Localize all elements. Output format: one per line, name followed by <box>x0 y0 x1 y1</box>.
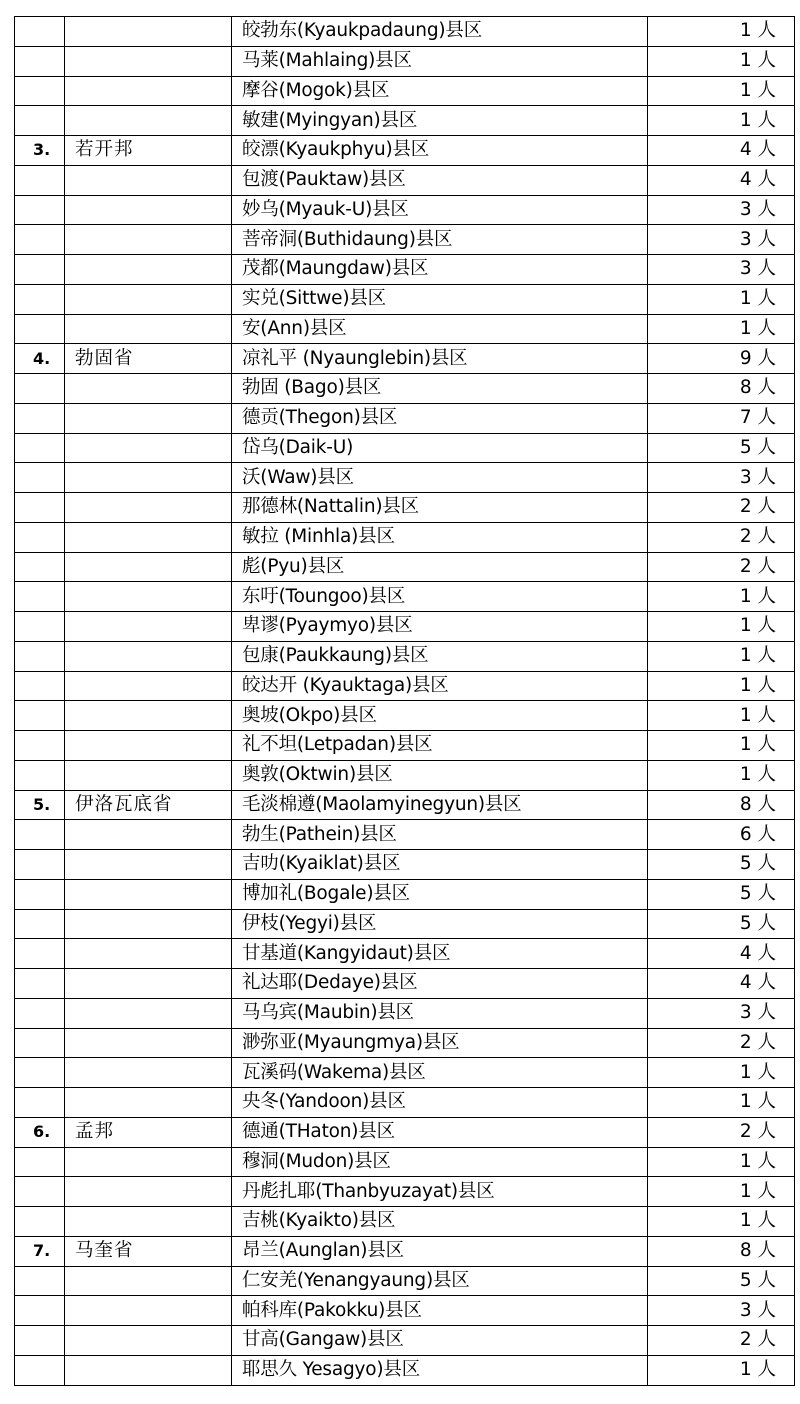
district-cell: 皎漂(Kyaukphyu)县区 <box>232 136 648 166</box>
region-cell <box>65 46 232 76</box>
district-cell: 奥坡(Okpo)县区 <box>232 701 648 731</box>
table-row <box>15 790 795 820</box>
region-cell <box>65 314 232 344</box>
district-cell: 昂兰(Aunglan)县区 <box>232 1236 648 1266</box>
row-number-cell <box>15 1266 65 1296</box>
district-cell: 沃(Waw)县区 <box>232 463 648 493</box>
district-cell: 毛淡棉遵(Maolamyinegyun)县区 <box>232 790 648 820</box>
row-number-cell <box>15 1355 65 1385</box>
region-cell <box>65 1266 232 1296</box>
row-number-cell <box>15 612 65 642</box>
person-count-cell: 2 人 <box>648 1326 795 1356</box>
table-body <box>15 17 795 1386</box>
row-number-cell <box>15 641 65 671</box>
district-cell: 安(Ann)县区 <box>232 314 648 344</box>
district-cell: 马乌宾(Maubin)县区 <box>232 998 648 1028</box>
row-number-cell <box>15 1088 65 1118</box>
region-cell <box>65 493 232 523</box>
row-number-cell <box>15 879 65 909</box>
district-cell: 勃固 (Bago)县区 <box>232 374 648 404</box>
person-count-cell: 5 人 <box>648 909 795 939</box>
region-cell <box>65 641 232 671</box>
table-row <box>15 1326 795 1356</box>
person-count-cell: 4 人 <box>648 165 795 195</box>
person-count-cell: 4 人 <box>648 969 795 999</box>
district-cell: 彪(Pyu)县区 <box>232 552 648 582</box>
table-row <box>15 1058 795 1088</box>
person-count-cell: 4 人 <box>648 939 795 969</box>
district-cell: 实兑(Sittwe)县区 <box>232 284 648 314</box>
table-row <box>15 255 795 285</box>
person-count-cell: 6 人 <box>648 820 795 850</box>
region-cell: 孟邦 <box>65 1117 232 1147</box>
region-cell <box>65 1177 232 1207</box>
district-cell: 丹彪扎耶(Thanbyuzayat)县区 <box>232 1177 648 1207</box>
region-cell <box>65 1355 232 1385</box>
row-number-cell <box>15 195 65 225</box>
row-number-cell <box>15 939 65 969</box>
row-number-cell <box>15 106 65 136</box>
table-row <box>15 552 795 582</box>
district-cell: 瓦溪码(Wakema)县区 <box>232 1058 648 1088</box>
table-row <box>15 1028 795 1058</box>
region-cell <box>65 1088 232 1118</box>
row-number-cell <box>15 1296 65 1326</box>
table-row <box>15 284 795 314</box>
person-count-cell: 3 人 <box>648 463 795 493</box>
region-cell <box>65 374 232 404</box>
region-cell <box>65 1207 232 1237</box>
row-number-cell <box>15 433 65 463</box>
table-row <box>15 344 795 374</box>
table-row <box>15 671 795 701</box>
district-cell: 敏建(Myingyan)县区 <box>232 106 648 136</box>
region-cell <box>65 552 232 582</box>
district-cell: 岱乌(Daik-U) <box>232 433 648 463</box>
region-cell <box>65 1296 232 1326</box>
person-count-cell: 8 人 <box>648 1236 795 1266</box>
row-number-cell <box>15 284 65 314</box>
region-cell <box>65 582 232 612</box>
table-row <box>15 909 795 939</box>
person-count-cell: 3 人 <box>648 1296 795 1326</box>
region-cell <box>65 879 232 909</box>
table-row <box>15 1207 795 1237</box>
district-cell: 甘高(Gangaw)县区 <box>232 1326 648 1356</box>
person-count-cell: 2 人 <box>648 1117 795 1147</box>
table-row <box>15 1177 795 1207</box>
row-number-cell <box>15 374 65 404</box>
region-cell: 马奎省 <box>65 1236 232 1266</box>
row-number-cell <box>15 17 65 47</box>
region-cell <box>65 195 232 225</box>
person-count-cell: 1 人 <box>648 1177 795 1207</box>
region-cell <box>65 433 232 463</box>
region-cell <box>65 1028 232 1058</box>
table-row <box>15 731 795 761</box>
row-number-cell: 5. <box>15 790 65 820</box>
district-cell: 央冬(Yandoon)县区 <box>232 1088 648 1118</box>
person-count-cell: 8 人 <box>648 374 795 404</box>
person-count-cell: 1 人 <box>648 612 795 642</box>
district-cell: 卑谬(Pyaymyo)县区 <box>232 612 648 642</box>
row-number-cell <box>15 1177 65 1207</box>
region-cell <box>65 403 232 433</box>
district-cell: 敏拉 (Minhla)县区 <box>232 522 648 552</box>
region-cell <box>65 225 232 255</box>
district-cell: 帕科库(Pakokku)县区 <box>232 1296 648 1326</box>
district-cell: 东吁(Toungoo)县区 <box>232 582 648 612</box>
district-cell: 那德林(Nattalin)县区 <box>232 493 648 523</box>
table-row <box>15 136 795 166</box>
table-row <box>15 433 795 463</box>
table-row <box>15 820 795 850</box>
table-row <box>15 1088 795 1118</box>
row-number-cell <box>15 731 65 761</box>
row-number-cell <box>15 760 65 790</box>
row-number-cell <box>15 314 65 344</box>
row-number-cell <box>15 225 65 255</box>
region-cell <box>65 1058 232 1088</box>
row-number-cell <box>15 582 65 612</box>
row-number-cell <box>15 1326 65 1356</box>
person-count-cell: 5 人 <box>648 879 795 909</box>
district-cell: 耶思久 Yesagyo)县区 <box>232 1355 648 1385</box>
region-cell <box>65 1147 232 1177</box>
table-row <box>15 1117 795 1147</box>
row-number-cell <box>15 1207 65 1237</box>
region-cell <box>65 284 232 314</box>
person-count-cell: 5 人 <box>648 850 795 880</box>
region-cell <box>65 522 232 552</box>
row-number-cell <box>15 701 65 731</box>
person-count-cell: 2 人 <box>648 552 795 582</box>
table-row <box>15 225 795 255</box>
table-row <box>15 701 795 731</box>
table-row <box>15 17 795 47</box>
district-cell: 礼达耶(Dedaye)县区 <box>232 969 648 999</box>
row-number-cell <box>15 522 65 552</box>
person-count-cell: 7 人 <box>648 403 795 433</box>
region-cell <box>65 998 232 1028</box>
person-count-cell: 2 人 <box>648 522 795 552</box>
district-cell: 皎勃东(Kyaukpadaung)县区 <box>232 17 648 47</box>
person-count-cell: 1 人 <box>648 1088 795 1118</box>
row-number-cell: 4. <box>15 344 65 374</box>
district-cell: 勃生(Pathein)县区 <box>232 820 648 850</box>
table-row <box>15 403 795 433</box>
district-cell: 菩帝洞(Buthidaung)县区 <box>232 225 648 255</box>
person-count-cell: 2 人 <box>648 1028 795 1058</box>
person-count-cell: 8 人 <box>648 790 795 820</box>
region-cell <box>65 463 232 493</box>
row-number-cell <box>15 493 65 523</box>
district-cell: 伊枝(Yegyi)县区 <box>232 909 648 939</box>
region-cell <box>65 850 232 880</box>
person-count-cell: 1 人 <box>648 731 795 761</box>
row-number-cell <box>15 998 65 1028</box>
person-count-cell: 1 人 <box>648 284 795 314</box>
row-number-cell <box>15 1058 65 1088</box>
row-number-cell <box>15 969 65 999</box>
row-number-cell <box>15 76 65 106</box>
region-cell <box>65 820 232 850</box>
person-count-cell: 1 人 <box>648 314 795 344</box>
district-cell: 甘基道(Kangyidaut)县区 <box>232 939 648 969</box>
region-cell <box>65 969 232 999</box>
table-row <box>15 1236 795 1266</box>
table-row <box>15 46 795 76</box>
person-count-cell: 3 人 <box>648 255 795 285</box>
person-count-cell: 1 人 <box>648 1147 795 1177</box>
district-cell: 德贡(Thegon)县区 <box>232 403 648 433</box>
person-count-cell: 3 人 <box>648 225 795 255</box>
district-cell: 德通(THaton)县区 <box>232 1117 648 1147</box>
person-count-cell: 1 人 <box>648 701 795 731</box>
table-row <box>15 969 795 999</box>
district-cell: 礼不坦(Letpadan)县区 <box>232 731 648 761</box>
region-cell <box>65 612 232 642</box>
person-count-cell: 3 人 <box>648 195 795 225</box>
person-count-cell: 1 人 <box>648 582 795 612</box>
table-row <box>15 939 795 969</box>
table-row <box>15 1296 795 1326</box>
region-cell: 若开邦 <box>65 136 232 166</box>
row-number-cell <box>15 46 65 76</box>
table-row <box>15 1355 795 1385</box>
person-count-cell: 4 人 <box>648 136 795 166</box>
district-cell: 皎达开 (Kyauktaga)县区 <box>232 671 648 701</box>
district-cell: 包渡(Pauktaw)县区 <box>232 165 648 195</box>
person-count-cell: 1 人 <box>648 671 795 701</box>
table-row <box>15 314 795 344</box>
district-cell: 摩谷(Mogok)县区 <box>232 76 648 106</box>
person-count-cell: 9 人 <box>648 344 795 374</box>
row-number-cell <box>15 403 65 433</box>
district-cell: 吉叻(Kyaiklat)县区 <box>232 850 648 880</box>
district-cell: 渺弥亚(Myaungmya)县区 <box>232 1028 648 1058</box>
table-row <box>15 760 795 790</box>
region-cell <box>65 17 232 47</box>
table-row <box>15 1147 795 1177</box>
row-number-cell <box>15 1147 65 1177</box>
row-number-cell <box>15 909 65 939</box>
table-row <box>15 76 795 106</box>
table-row <box>15 582 795 612</box>
table-row <box>15 493 795 523</box>
district-cell: 仁安羌(Yenangyaung)县区 <box>232 1266 648 1296</box>
district-cell: 凉礼平 (Nyaunglebin)县区 <box>232 344 648 374</box>
region-cell <box>65 165 232 195</box>
district-cell: 包康(Paukkaung)县区 <box>232 641 648 671</box>
table-row <box>15 612 795 642</box>
table-row <box>15 850 795 880</box>
region-cell <box>65 255 232 285</box>
region-cell <box>65 671 232 701</box>
region-cell <box>65 106 232 136</box>
table-row <box>15 641 795 671</box>
row-number-cell: 3. <box>15 136 65 166</box>
district-cell: 奥敦(Oktwin)县区 <box>232 760 648 790</box>
region-cell <box>65 760 232 790</box>
row-number-cell: 7. <box>15 1236 65 1266</box>
row-number-cell <box>15 463 65 493</box>
region-cell: 伊洛瓦底省 <box>65 790 232 820</box>
row-number-cell <box>15 820 65 850</box>
person-count-cell: 1 人 <box>648 46 795 76</box>
district-count-table <box>14 16 795 1386</box>
person-count-cell: 1 人 <box>648 17 795 47</box>
table-row <box>15 374 795 404</box>
person-count-cell: 1 人 <box>648 1058 795 1088</box>
region-cell <box>65 939 232 969</box>
person-count-cell: 1 人 <box>648 641 795 671</box>
table-row <box>15 998 795 1028</box>
region-cell <box>65 701 232 731</box>
district-cell: 博加礼(Bogale)县区 <box>232 879 648 909</box>
table-row <box>15 522 795 552</box>
region-cell <box>65 731 232 761</box>
row-number-cell <box>15 850 65 880</box>
person-count-cell: 5 人 <box>648 1266 795 1296</box>
district-cell: 马莱(Mahlaing)县区 <box>232 46 648 76</box>
person-count-cell: 1 人 <box>648 1355 795 1385</box>
row-number-cell: 6. <box>15 1117 65 1147</box>
district-cell: 妙乌(Myauk-U)县区 <box>232 195 648 225</box>
district-cell: 茂都(Maungdaw)县区 <box>232 255 648 285</box>
region-cell <box>65 1326 232 1356</box>
person-count-cell: 1 人 <box>648 1207 795 1237</box>
person-count-cell: 1 人 <box>648 106 795 136</box>
person-count-cell: 5 人 <box>648 433 795 463</box>
table-row <box>15 106 795 136</box>
person-count-cell: 1 人 <box>648 76 795 106</box>
region-cell: 勃固省 <box>65 344 232 374</box>
table-row <box>15 195 795 225</box>
table-row <box>15 165 795 195</box>
region-cell <box>65 909 232 939</box>
person-count-cell: 1 人 <box>648 760 795 790</box>
row-number-cell <box>15 671 65 701</box>
person-count-cell: 2 人 <box>648 493 795 523</box>
person-count-cell: 3 人 <box>648 998 795 1028</box>
table-row <box>15 463 795 493</box>
row-number-cell <box>15 552 65 582</box>
table-row <box>15 879 795 909</box>
district-cell: 穆洞(Mudon)县区 <box>232 1147 648 1177</box>
row-number-cell <box>15 165 65 195</box>
row-number-cell <box>15 1028 65 1058</box>
region-cell <box>65 76 232 106</box>
district-cell: 吉桃(Kyaikto)县区 <box>232 1207 648 1237</box>
table-row <box>15 1266 795 1296</box>
row-number-cell <box>15 255 65 285</box>
